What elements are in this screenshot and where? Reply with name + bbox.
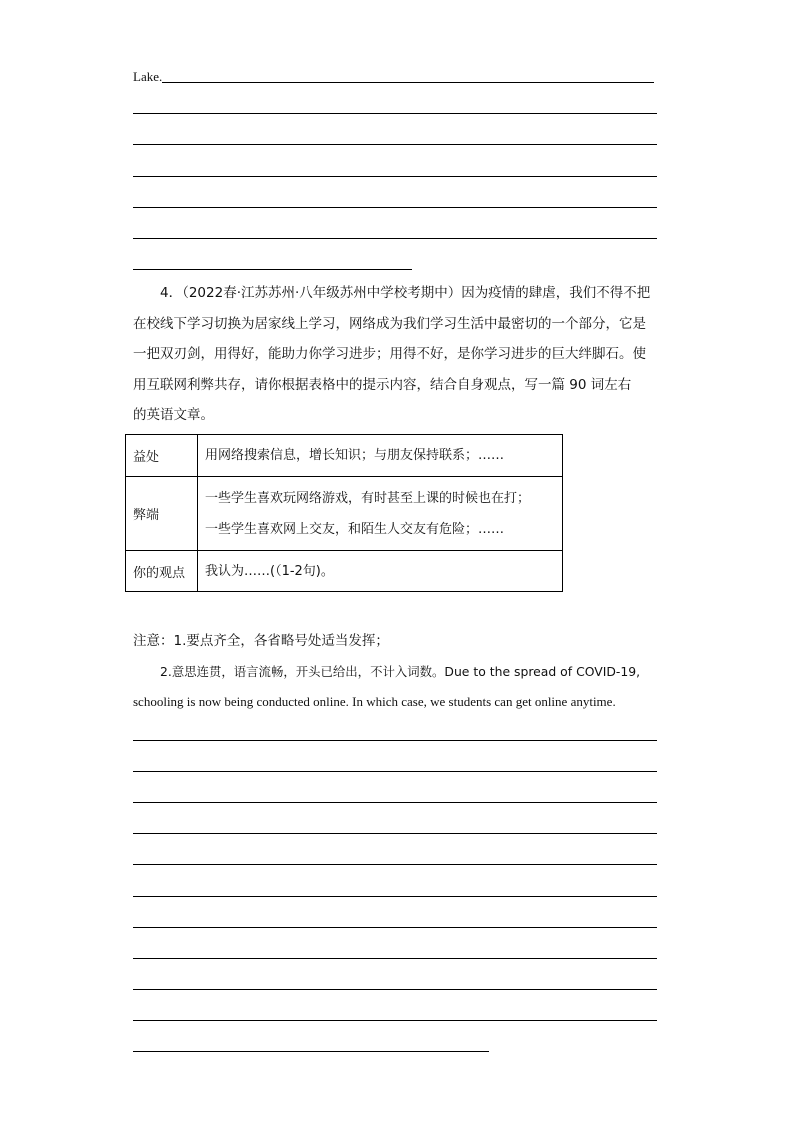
writing-line-end[interactable]	[133, 1051, 489, 1052]
writing-line[interactable]	[133, 989, 657, 990]
row-label: 弊端	[126, 477, 198, 551]
answer-prefix: Lake.	[133, 69, 163, 84]
answer-line[interactable]	[133, 207, 657, 208]
prompt-line: 在校线下学习切换为居家线上学习，网络成为我们学习生活中最密切的一个部分，它是	[133, 315, 646, 332]
question-4-prompt	[133, 278, 663, 431]
question-number: 4．	[160, 285, 183, 301]
table-row	[126, 435, 563, 477]
answer-line[interactable]	[133, 176, 657, 177]
row-content: 一些学生喜欢玩网络游戏，有时甚至上课的时候也在打； 一些学生喜欢网上交友，和陌生人交友有危险；……	[198, 477, 563, 551]
question-source: （2022春·江苏苏州·八年级苏州中学校考期中）	[182, 285, 462, 301]
hint-table	[125, 434, 563, 592]
writing-line[interactable]	[133, 958, 657, 959]
writing-line[interactable]	[133, 1020, 657, 1021]
prompt-line: 的英语文章。	[133, 407, 214, 423]
writing-line[interactable]	[133, 927, 657, 928]
table-row	[126, 551, 563, 592]
note-1: 注意：1.要点齐全，各省略号处适当发挥；	[133, 633, 389, 649]
prompt-line: 一把双刃剑，用得好，能助力你学习进步；用得不好，是你学习进步的巨大绊脚石。使	[133, 346, 646, 362]
answer-line[interactable]	[162, 82, 654, 83]
writing-line[interactable]	[133, 740, 657, 741]
note-2: 2.意思连贯，语言流畅，开头已给出，不计入词数。Due to the spread of COVID-19,	[160, 664, 641, 679]
writing-line[interactable]	[133, 864, 657, 865]
prompt-line: 用互联网利弊共存，请你根据表格中的提示内容，结合自身观点，写一篇 90 词左右	[133, 376, 632, 393]
table-row	[126, 477, 563, 551]
row-content: 用网络搜索信息，增长知识；与朋友保持联系；……	[198, 435, 563, 477]
prompt-line: 因为疫情的肆虐，我们不得不把	[461, 285, 651, 301]
row-content: 我认为……(（1-2句)。	[198, 551, 563, 592]
writing-line[interactable]	[133, 833, 657, 834]
row-label: 益处	[126, 435, 198, 477]
writing-line[interactable]	[133, 771, 657, 772]
writing-line[interactable]	[133, 896, 657, 897]
answer-line[interactable]	[133, 113, 657, 114]
answer-line-end[interactable]	[133, 269, 412, 270]
answer-line[interactable]	[133, 144, 657, 145]
writing-line[interactable]	[133, 802, 657, 803]
note-3: schooling is now being conducted online. In which case, we students can get online anytime.	[133, 694, 616, 709]
row-label: 你的观点	[126, 551, 198, 592]
answer-line[interactable]	[133, 238, 657, 239]
